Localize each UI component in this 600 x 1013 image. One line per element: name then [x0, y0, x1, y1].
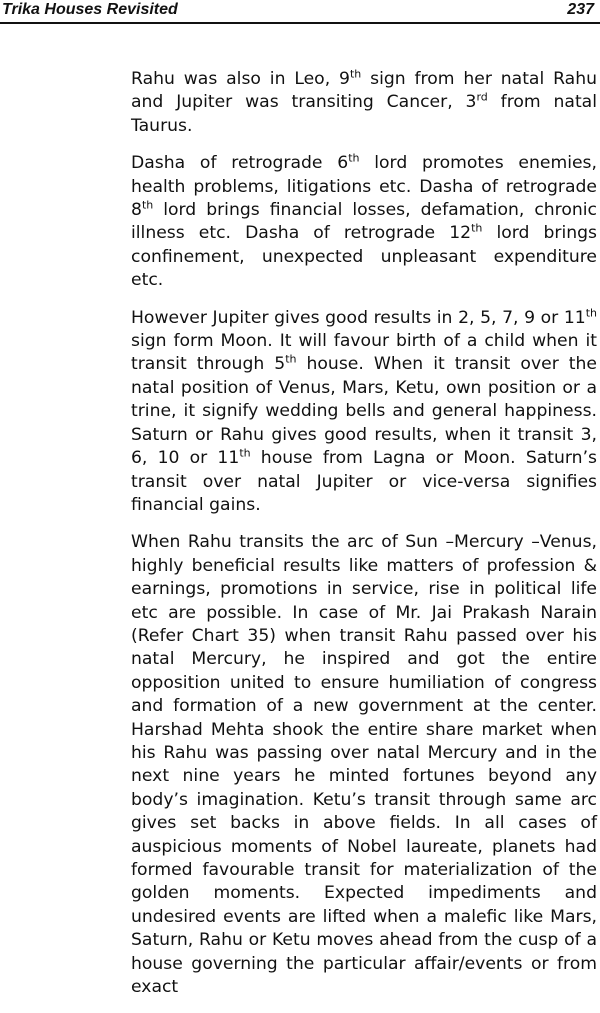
paragraph-rahu-transit: When Rahu transits the arc of Sun –Mercury –Venus, highly beneficial results like matters of profession & earnings, promotions in service, rise in political life etc are possible. In case of Mr. Jai Prakash Narain (Refer Chart 35) when transit Rahu passed over his natal Mercury, he inspired and got the entire opposition united to ensure humiliation of congress and formation of a new government at the center. Harshad Mehta shook the entire share market when his Rahu was passing over natal Mercury and in the next nine years he minted fortunes beyond any body’s imagination. Ketu’s transit through same arc gives set backs in above fields. In all cases of auspicious moments of Nobel laureate, planets had formed favourable transit for materialization of the golden moments. Expected impediments and undesired events are lifted when a malefic like Mars, Saturn, Rahu or Ketu moves ahead from the cusp of a house governing the particular affair/events or from exact: [131, 532, 597, 998]
body-text: [131, 68, 597, 1013]
header-rule: [0, 22, 600, 24]
paragraph-rahu-leo: Rahu was also in Leo, 9th sign from her natal Rahu and Jupiter was transiting Cancer, 3rd from natal Taurus.: [131, 67, 597, 136]
page-number: 237: [567, 1, 594, 18]
paragraph-jupiter-results: However Jupiter gives good results in 2, 5, 7, 9 or 11th sign form Moon. It will favour birth of a child when it transit through 5th house. When it transit over the natal position of Venus, Mars, Ketu, own position or a trine, it signify wedding bells and general happiness. Saturn or Rahu gives good results, when it transit 3, 6, 10 or 11th house from Lagna or Moon. Saturn’s transit over natal Jupiter or vice-versa signifies financial gains.: [131, 305, 597, 515]
paragraph-dasha-retrograde: Dasha of retrograde 6th lord promotes enemies, health problems, litigations etc. Dasha of retrograde 8th lord brings financial losses, defamation, chronic illness etc. Dasha of retrograde 12th lord brings confinement, unexpected unpleasant expenditure etc.: [131, 151, 597, 291]
running-header-title: Trika Houses Revisited: [2, 1, 178, 18]
page-header: [0, 0, 600, 26]
